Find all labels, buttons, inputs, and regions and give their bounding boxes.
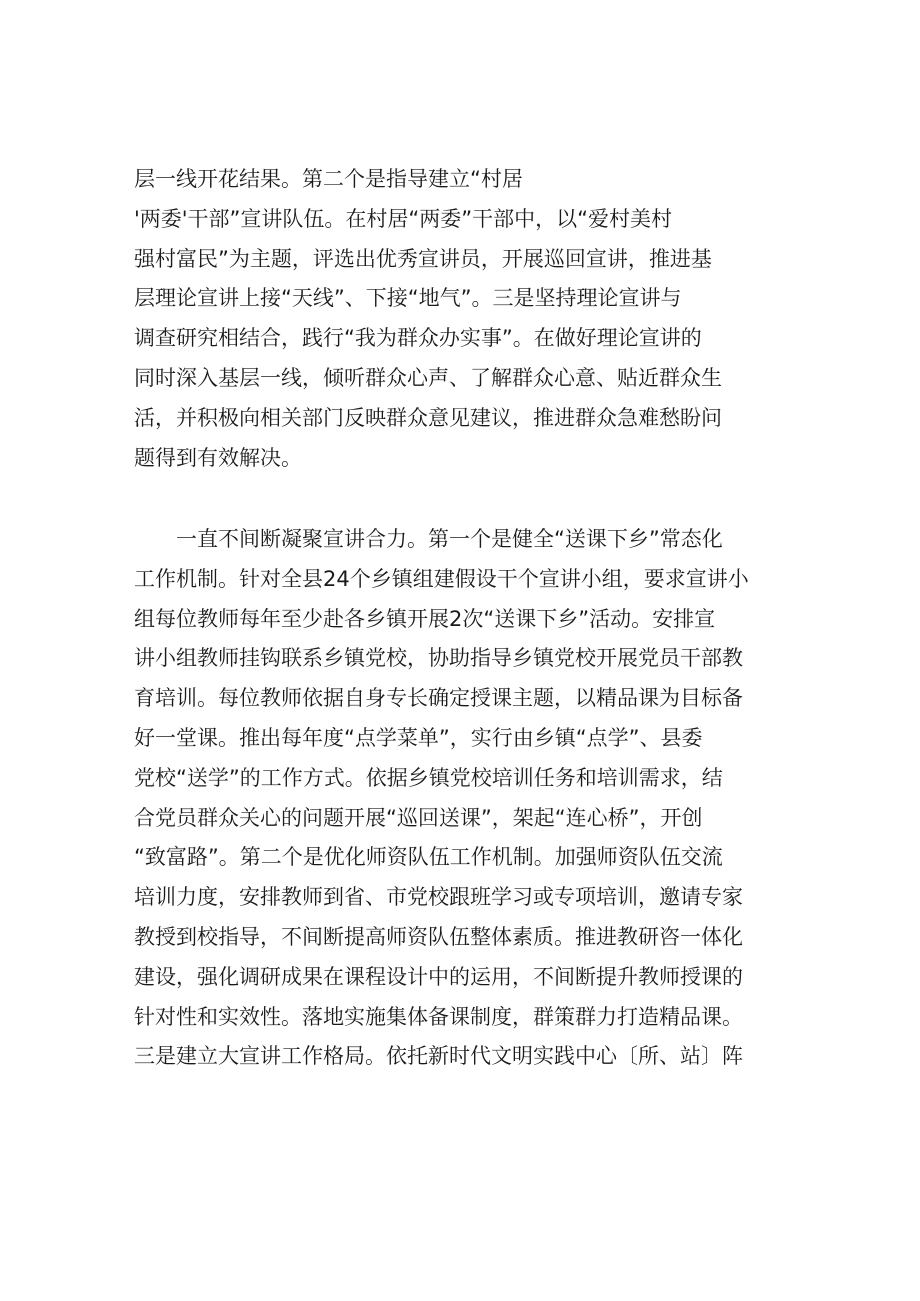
text-line: “致富路”。第二个是优化师资队伍工作机制。加强师资队伍交流 (134, 845, 723, 870)
text-line: 好一堂课。推出每年度“点学菜单”，实行由乡镇“点学”、县委 (134, 725, 703, 750)
text-line: 教授到校指导，不间断提高师资队伍整体素质。推进教研咨一体化 (134, 924, 743, 949)
text-line: 同时深入基层一线，倾听群众心声、了解群众心意、贴近群众生 (134, 365, 722, 390)
text-line: 层一线开花结果。第二个是指导建立“村居 (134, 167, 523, 191)
text-line: 工作机制。针对全县24个乡镇组建假设干个宣讲小组，要求宣讲小 (134, 566, 749, 591)
text-line: 针对性和实效性。落地实施集体备课制度，群策群力打造精品课。 (134, 1004, 743, 1029)
text-line: 活，并积极向相关部门反映群众意见建议，推进群众急难愁盼问 (134, 405, 722, 430)
text-line: '两委'干部”宣讲队伍。在村居“两委”干部中，以“爱村美村 (134, 206, 673, 231)
text-line: 合党员群众关心的问题开展“巡回送课”，架起“连心桥”，开创 (134, 805, 703, 830)
text-line: 调查研究相结合，践行“我为群众办实事”。在做好理论宣讲的 (134, 326, 702, 351)
paragraph-2 (134, 520, 800, 1077)
text-line: 题得到有效解决。 (134, 445, 302, 470)
text-line: 培训力度，安排教师到省、市党校跟班学习或专项培训，邀请专家 (134, 885, 743, 910)
text-line: 一直不间断凝聚宣讲合力。第一个是健全“送课下乡”常态化 (134, 527, 723, 551)
text-line: 层理论宣讲上接“天线”、下接“地气”。三是坚持理论宣讲与 (134, 286, 682, 311)
paragraph-1 (134, 160, 800, 478)
text-line: 讲小组教师挂钩联系乡镇党校，协助指导乡镇党校开展党员干部教 (134, 646, 743, 671)
text-line: 建设，强化调研成果在课程设计中的运用，不间断提升教师授课的 (134, 964, 743, 989)
text-line: 三是建立大宣讲工作格局。依托新时代文明实践中心〔所、站〕阵 (134, 1044, 743, 1069)
text-line: 强村富民”为主题，评选出优秀宣讲员，开展巡回宣讲，推进基 (134, 246, 712, 271)
text-line: 党校“送学”的工作方式。依据乡镇党校培训任务和培训需求，结 (134, 765, 723, 790)
text-line: 育培训。每位教师依据自身专长确定授课主题，以精品课为目标备 (134, 686, 743, 711)
text-line: 组每位教师每年至少赴各乡镇开展2次“送课下乡”活动。安排宣 (134, 606, 716, 631)
